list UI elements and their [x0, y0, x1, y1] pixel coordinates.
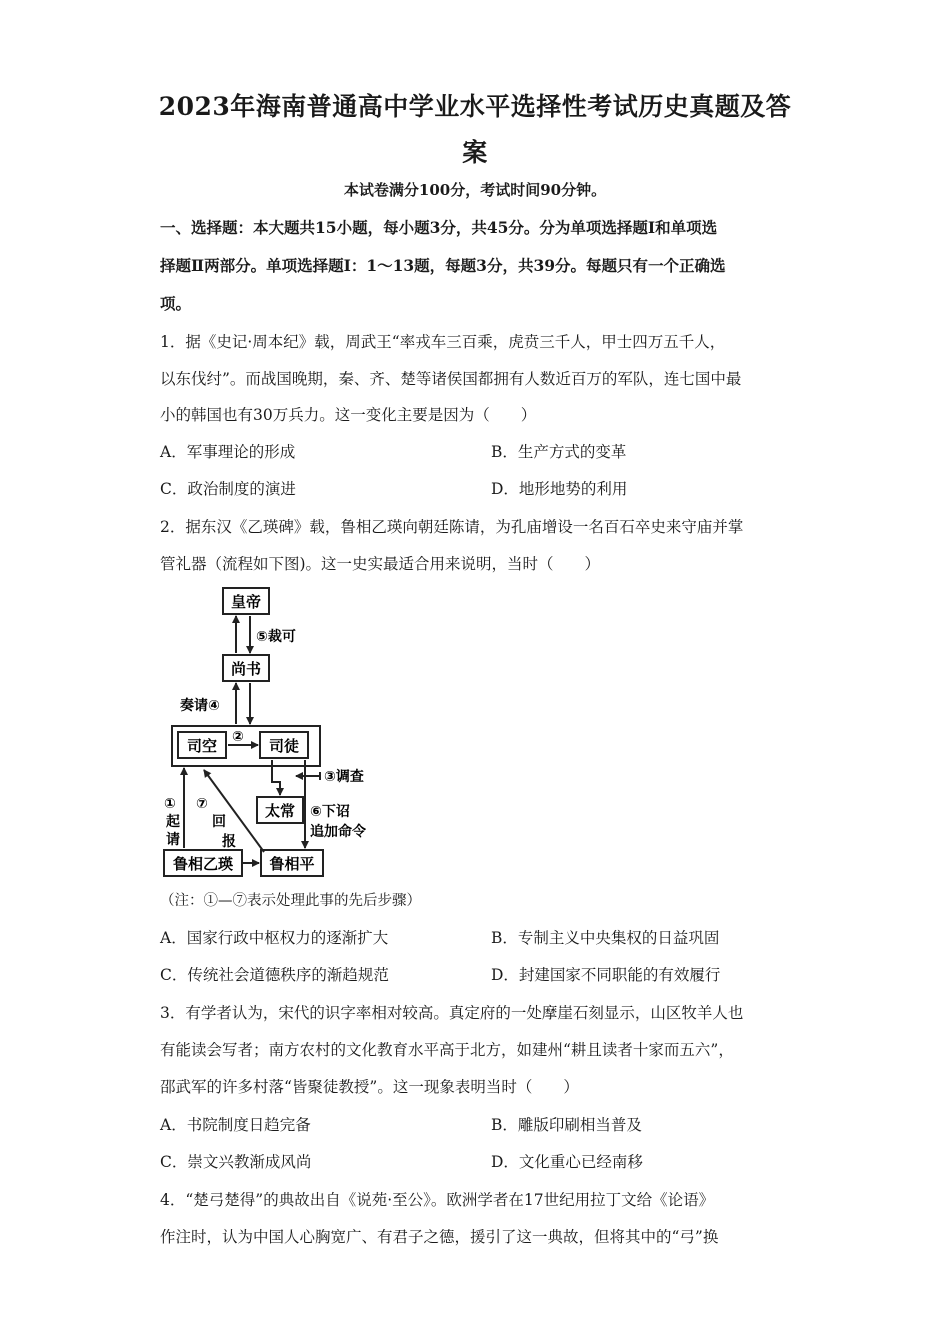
process-flow-diagram: [160, 584, 400, 880]
q3-option-a: A．书院制度日趋完备: [160, 1116, 311, 1134]
page-title: [140, 84, 810, 176]
q1-option-b: B．生产方式的变革: [491, 443, 627, 461]
label-step7-num: ⑦: [196, 796, 208, 812]
title-line-1: 2023年海南普通高中学业水平选择性考试历史真题及答: [158, 92, 792, 121]
label-luxiang-ping: 鲁相平: [269, 855, 315, 873]
q4-stem-line-1: 4．“楚弓楚得”的典故出自《说苑·至公》。欧洲学者在17世纪用拉丁文给《论语》: [160, 1191, 715, 1209]
diagram-note: （注：①—⑦表示处理此事的先后步骤）: [160, 893, 421, 909]
section-heading-line-3: 项。: [160, 294, 192, 313]
q2-option-a: A．国家行政中枢权力的逐渐扩大: [160, 929, 389, 947]
q1-option-c: C．政治制度的演进: [160, 480, 296, 498]
label-shangshu: 尚书: [230, 660, 262, 678]
label-step7-b: 报: [222, 834, 236, 850]
q3-option-b: B．雕版印刷相当普及: [491, 1116, 642, 1134]
q2-stem-line-2: 管礼器（流程如下图)。这一史实最适合用来说明，当时（ ）: [160, 555, 601, 573]
q1-option-d: D．地形地势的利用: [491, 480, 628, 498]
exam-info: 本试卷满分100分，考试时间90分钟。: [343, 181, 607, 199]
label-step6a: ⑥下诏: [310, 804, 350, 820]
label-step1-a: 起: [166, 814, 180, 830]
q1-stem-line-1: 1．据《史记·周本纪》载，周武王“率戎车三百乘，虎贲三千人，甲士四万五千人，: [160, 333, 726, 351]
label-situ: 司徒: [268, 737, 300, 755]
section-heading-line-2: 择题Ⅱ两部分。单项选择题Ⅰ：1～13题，每题3分，共39分。每题只有一个正确选: [160, 256, 726, 275]
q2-option-d: D．封建国家不同职能的有效履行: [491, 966, 721, 984]
q1-stem-line-2: 以东伐纣”。而战国晚期，秦、齐、楚等诸侯国都拥有人数近百万的军队，连七国中最: [160, 370, 742, 388]
q1-stem-line-3: 小的韩国也有30万兵力。这一变化主要是因为（ ）: [160, 406, 537, 424]
label-step6b: 追加命令: [310, 824, 366, 840]
label-step1-b: 请: [166, 832, 180, 848]
title-line-2: 案: [462, 138, 488, 167]
q2-option-b: B．专制主义中央集权的日益巩固: [491, 929, 720, 947]
label-sikong: 司空: [186, 737, 218, 755]
q3-option-d: D．文化重心已经南移: [491, 1153, 643, 1171]
q4-stem-line-2: 作注时，认为中国人心胸宽广、有君子之德，援引了这一典故，但将其中的“弓”换: [160, 1228, 719, 1246]
q3-stem-line-1: 3．有学者认为，宋代的识字率相对较高。真定府的一处摩崖石刻显示，山区牧羊人也: [160, 1004, 744, 1022]
label-step4: 奏请④: [180, 698, 220, 714]
label-step7-a: 回: [212, 814, 226, 830]
label-step2: ②: [232, 729, 244, 745]
label-step5: ⑤裁可: [256, 629, 296, 645]
section-heading-line-1: 一、选择题：本大题共15小题，每小题3分，共45分。分为单项选择题Ⅰ和单项选: [160, 218, 718, 237]
q2-stem-line-1: 2．据东汉《乙瑛碑》载，鲁相乙瑛向朝廷陈请，为孔庙增设一名百石卒史来守庙并掌: [160, 518, 744, 536]
q2-option-c: C．传统社会道德秩序的渐趋规范: [160, 966, 389, 984]
q1-option-a: A．军事理论的形成: [160, 443, 296, 461]
label-step1-num: ①: [164, 796, 176, 812]
label-step3: ③调查: [324, 769, 364, 785]
label-taichang: 太常: [264, 802, 296, 820]
label-luxiang-yiying: 鲁相乙瑛: [172, 855, 234, 873]
q3-option-c: C．崇文兴教渐成风尚: [160, 1153, 312, 1171]
label-huangdi: 皇帝: [230, 593, 262, 611]
q3-stem-line-2: 有能读会写者；南方农村的文化教育水平高于北方，如建州“耕且读者十家而五六”，: [160, 1041, 734, 1059]
q3-stem-line-3: 邵武军的许多村落“皆聚徒教授”。这一现象表明当时（ ）: [160, 1078, 579, 1096]
